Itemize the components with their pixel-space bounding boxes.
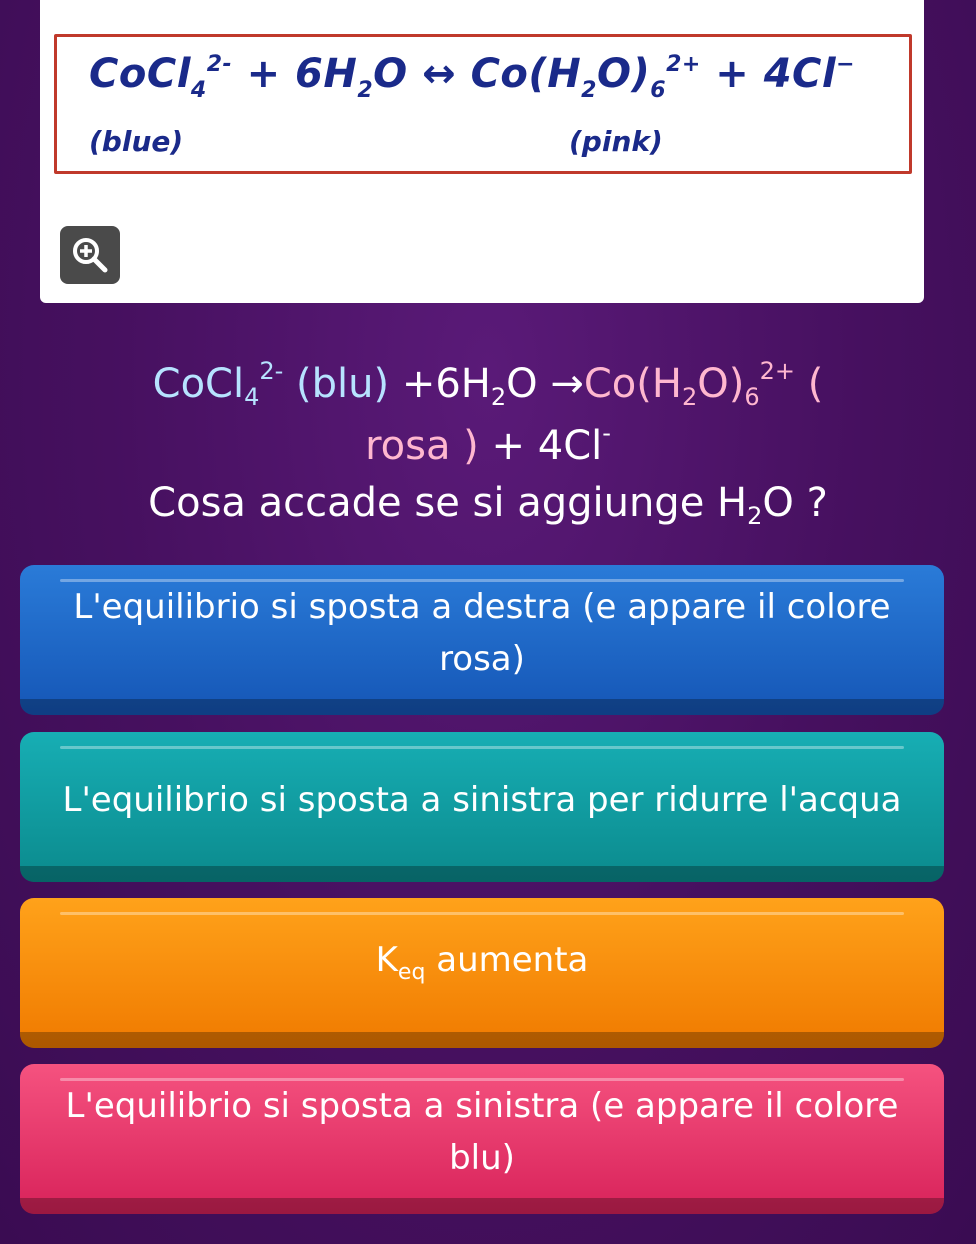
equilibrium-arrow: ↔ xyxy=(422,51,457,97)
answer-option-3[interactable]: $K_{eq}$ aumenta xyxy=(20,898,944,1048)
equation-box xyxy=(54,34,912,174)
label-pink: (pink) xyxy=(569,125,663,158)
label-blue: (blue) xyxy=(89,125,184,158)
answer-option-2[interactable]: L'equilibrio si sposta a sinistra per ridurre l'acqua xyxy=(20,732,944,882)
question-text: CoCl$_4^{2-}$ $(blu) +6H_2O \to Co(H_2O)_6^{2+}$ ( rosa ) + 4Cl- Cosa accade se si aggiunge $H_2O$ ? xyxy=(0,340,976,534)
answer-option-4[interactable]: L'equilibrio si sposta a sinistra (e appare il colore blu) xyxy=(20,1064,944,1214)
question-prompt: Cosa accade se si aggiunge $H_2O$ ? xyxy=(148,480,828,530)
zoom-in-icon xyxy=(70,235,110,275)
question-image xyxy=(40,0,924,303)
answer-option-1[interactable]: L'equilibrio si sposta a destra (e appare il colore rosa) xyxy=(20,565,944,715)
reaction-equation: CoCl$_4^{2-}$ + $6H_2O$ ↔ $Co(H_2O)_6^{2+} + 4Cl^-$ xyxy=(89,51,856,103)
zoom-button[interactable] xyxy=(60,226,120,284)
